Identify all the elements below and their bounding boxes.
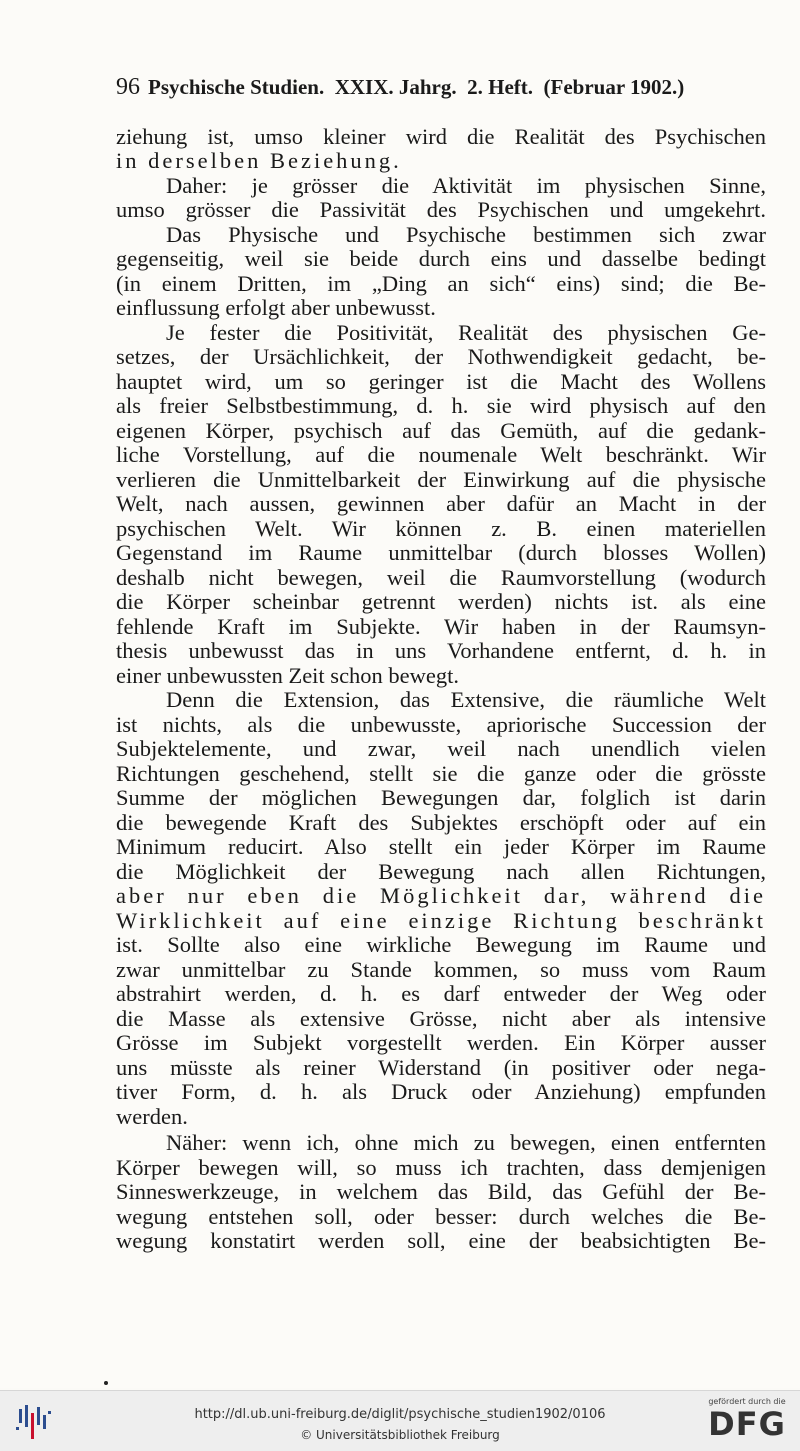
- text-line: einer unbewussten Zeit schon bewegt.: [116, 663, 460, 688]
- text-line: werden.: [116, 1104, 188, 1129]
- text-line: zwar unmittelbar zu Stande kommen, so muss vom Raum: [116, 957, 766, 982]
- text-line: wegung konstatirt werden soll, eine der beabsichtigten Be-: [116, 1228, 766, 1253]
- text-line: fehlende Kraft im Subjekte. Wir haben in der Raumsyn-: [116, 614, 766, 639]
- text-line: einflussung erfolgt aber unbewusst.: [116, 295, 436, 320]
- dfg-caption: gefördert durch die: [708, 1397, 786, 1406]
- text-line: Daher: je grösser die Aktivität im physischen Sinne,: [166, 173, 766, 198]
- text-line: (in einem Dritten, im „Ding an sich“ eins) sind; die Be-: [116, 271, 766, 296]
- text-line: als freier Selbstbestimmung, d. h. sie wird physisch auf den: [116, 393, 766, 418]
- text-line: wegung entstehen soll, oder besser: durch welches die Be-: [116, 1204, 766, 1229]
- text-line: tiver Form, d. h. als Druck oder Anziehung) empfunden: [116, 1079, 766, 1104]
- text-line: Wirklichkeit auf eine einzige Richtung beschränkt: [116, 908, 766, 933]
- text-line: psychischen Welt. Wir können z. B. einen materiellen: [116, 516, 766, 541]
- text-line: ist nichts, als die unbewusste, apriorische Succession der: [116, 712, 766, 737]
- text-line: hauptet wird, um so geringer ist die Macht des Wollens: [116, 369, 766, 394]
- text-line: umso grösser die Passivität des Psychischen und umgekehrt.: [116, 197, 766, 222]
- text-line: die Möglichkeit der Bewegung nach allen Richtungen,: [116, 859, 766, 884]
- library-footer: [0, 1390, 800, 1451]
- text-line: in derselben Beziehung.: [116, 148, 402, 173]
- text-line: Minimum reducirt. Also stellt ein jeder Körper im Raume: [116, 834, 766, 859]
- text-line: ist. Sollte also eine wirkliche Bewegung im Raume und: [116, 932, 766, 957]
- dfg-logo-text: DFG: [708, 1405, 786, 1443]
- copyright-notice: © Universitätsbibliothek Freiburg: [300, 1428, 500, 1442]
- text-line: Subjektelemente, und zwar, weil nach unendlich vielen: [116, 736, 766, 761]
- text-line: setzes, der Ursächlichkeit, der Nothwendigkeit gedacht, be-: [116, 344, 766, 369]
- running-header: [116, 70, 766, 104]
- text-line: Richtungen geschehend, stellt sie die ganze oder die grösste: [116, 761, 766, 786]
- page-number: 96: [116, 74, 140, 100]
- text-line: Näher: wenn ich, ohne mich zu bewegen, einen entfernten: [166, 1130, 766, 1155]
- running-title: Psychische Studien. XXIX. Jahrg. 2. Heft. (Februar 1902.): [148, 75, 685, 99]
- text-line: eigenen Körper, psychisch auf das Gemüth, auf die gedank-: [116, 418, 766, 443]
- text-line: Grösse im Subjekt vorgestellt werden. Ein Körper ausser: [116, 1030, 766, 1055]
- text-line: Gegenstand im Raume unmittelbar (durch blosses Wollen): [116, 540, 766, 565]
- text-line: ziehung ist, umso kleiner wird die Realität des Psychischen: [116, 124, 766, 149]
- text-line: thesis unbewusst das in uns Vorhandene entfernt, d. h. in: [116, 638, 766, 663]
- text-line: liche Vorstellung, auf die noumenale Welt beschränkt. Wir: [116, 442, 766, 467]
- text-line: Je fester die Positivität, Realität des physischen Ge-: [166, 320, 766, 345]
- text-line: die Masse als extensive Grösse, nicht aber als intensive: [116, 1006, 766, 1031]
- text-line: Körper bewegen will, so muss ich trachten, dass demjenigen: [116, 1155, 766, 1180]
- text-line: uns müsste als reiner Widerstand (in positiver oder nega-: [116, 1055, 766, 1080]
- text-line: aber nur eben die Möglichkeit dar, während die: [116, 883, 766, 908]
- text-line: abstrahirt werden, d. h. es darf entweder der Weg oder: [116, 981, 766, 1006]
- text-line: deshalb nicht bewegen, weil die Raumvorstellung (wodurch: [116, 565, 766, 590]
- text-line: Sinneswerkzeuge, in welchem das Bild, das Gefühl der Be-: [116, 1179, 766, 1204]
- text-line: die Körper scheinbar getrennt werden) nichts ist. als eine: [116, 589, 766, 614]
- text-line: Denn die Extension, das Extensive, die räumliche Welt: [166, 687, 766, 712]
- dfg-logo: [702, 1395, 792, 1449]
- permalink-url[interactable]: http://dl.ub.uni-freiburg.de/diglit/psychische_studien1902/0106: [194, 1407, 606, 1422]
- scan-speck: [104, 1381, 108, 1385]
- text-line: Summe der möglichen Bewegungen dar, folglich ist darin: [116, 785, 766, 810]
- text-line: die bewegende Kraft des Subjektes erschöpft oder auf ein: [116, 810, 766, 835]
- text-line: Das Physische und Psychische bestimmen sich zwar: [166, 222, 766, 247]
- text-line: verlieren die Unmittelbarkeit der Einwirkung auf die physische: [116, 467, 766, 492]
- text-line: gegenseitig, weil sie beide durch eins und dasselbe bedingt: [116, 246, 766, 271]
- text-line: Welt, nach aussen, gewinnen aber dafür an Macht in der: [116, 491, 766, 516]
